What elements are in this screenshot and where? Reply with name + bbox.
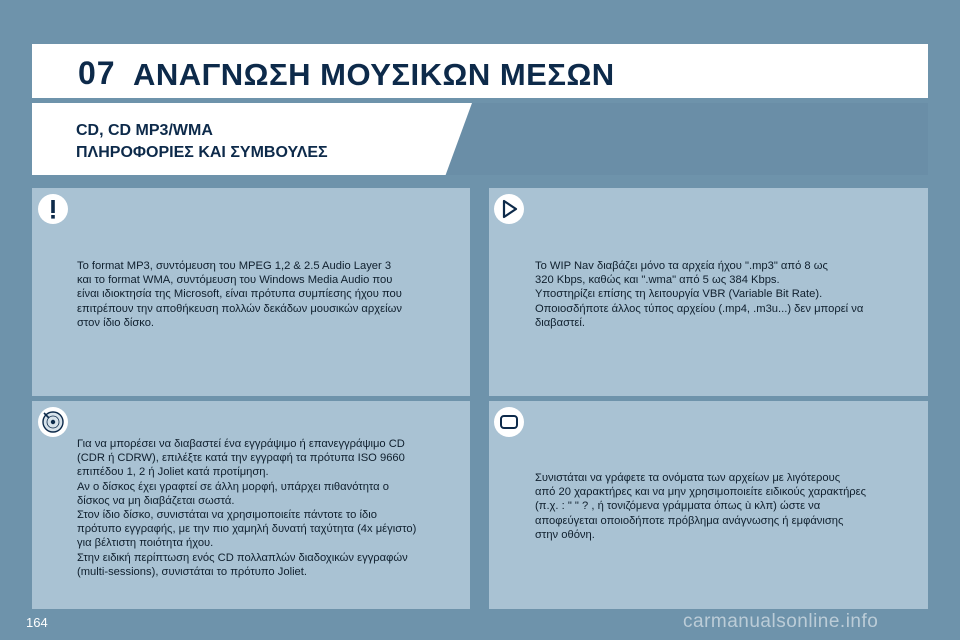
screen-icon <box>494 407 524 437</box>
disc-text: Για να μπορέσει να διαβαστεί ένα εγγράψιμο ή επανεγγράψιμο CD (CDR ή CDRW), επιλέξτε κατά την εγγραφή τα πρότυπα ISO 9660 επιπέδου 1, 2 ή Joliet κατά προτίμηση. Αν ο δίσκος έχει γραφτεί σε άλλη μορφή, υπάρχει πιθανότητα ο δίσκος να μη διαβάζεται σωστά. Στον ίδιο δίσκο, συνιστάται να χρησιμοποιείτε πάντοτε το ίδιο πρότυπο εγγραφής, με την πιο χαμηλή δυνατή ταχύτητα (4x μέγιστο) για βέλτιστη ποιότητα ήχου. Στην ειδική περίπτωση ενός CD πολλαπλών διαδοχικών εγγραφών (multi-sessions), συνιστάται το πρότυπο Joliet. <box>77 438 417 578</box>
watermark: carmanualsonline.info <box>683 611 879 632</box>
exclamation-icon <box>38 194 68 224</box>
page-title: ΑΝΑΓΝΩΣΗ ΜΟΥΣΙΚΩΝ ΜΕΣΩΝ <box>133 57 615 92</box>
section-subtitle <box>76 120 328 164</box>
subtitle-line-1: CD, CD MP3/WMA <box>76 122 213 139</box>
chapter-number: 07 <box>78 55 116 91</box>
screen-text: Συνιστάται να γράφετε τα ονόματα των αρχείων με λιγότερους από 20 χαρακτήρες και να μην χρησιμοποιείτε ειδικούς χαρακτήρες (π.χ. : " " ? , ή τονιζόμενα γράμματα όπως ù κλπ) ώστε να αποφεύγεται οποιοδήποτε πρόβλημα ανάγνωσης ή εμφάνισης στην οθόνη. <box>535 472 867 541</box>
page-number: 164 <box>26 615 48 630</box>
play-icon <box>494 194 524 224</box>
warning-text: Το format MP3, συντόμευση του MPEG 1,2 & 2.5 Audio Layer 3 και το format WMA, συντόμευση του Windows Media Audio που είναι ιδιοκτησία της Microsoft, είναι πρότυπα συμπίεσης ήχου που επιτρέπουν την αποθήκευση πολλών δεκάδων μουσικών αρχείων στον ίδιο δίσκο. <box>77 260 402 329</box>
disc-icon <box>38 407 68 437</box>
subtitle-line-2: ΠΛΗΡΟΦΟΡΙΕΣ ΚΑΙ ΣΥΜΒΟΥΛΕΣ <box>76 144 328 161</box>
play-text: Το WIP Nav διαβάζει μόνο τα αρχεία ήχου ".mp3" από 8 ως 320 Kbps, καθώς και ".wma" από 5 ως 384 Kbps. Υποστηρίζει επίσης τη λειτουργία VBR (Variable Bit Rate). Οποιοσδήποτε άλλος τύπος αρχείου (.mp4, .m3u...) δεν μπορεί να διαβαστεί. <box>535 260 864 329</box>
